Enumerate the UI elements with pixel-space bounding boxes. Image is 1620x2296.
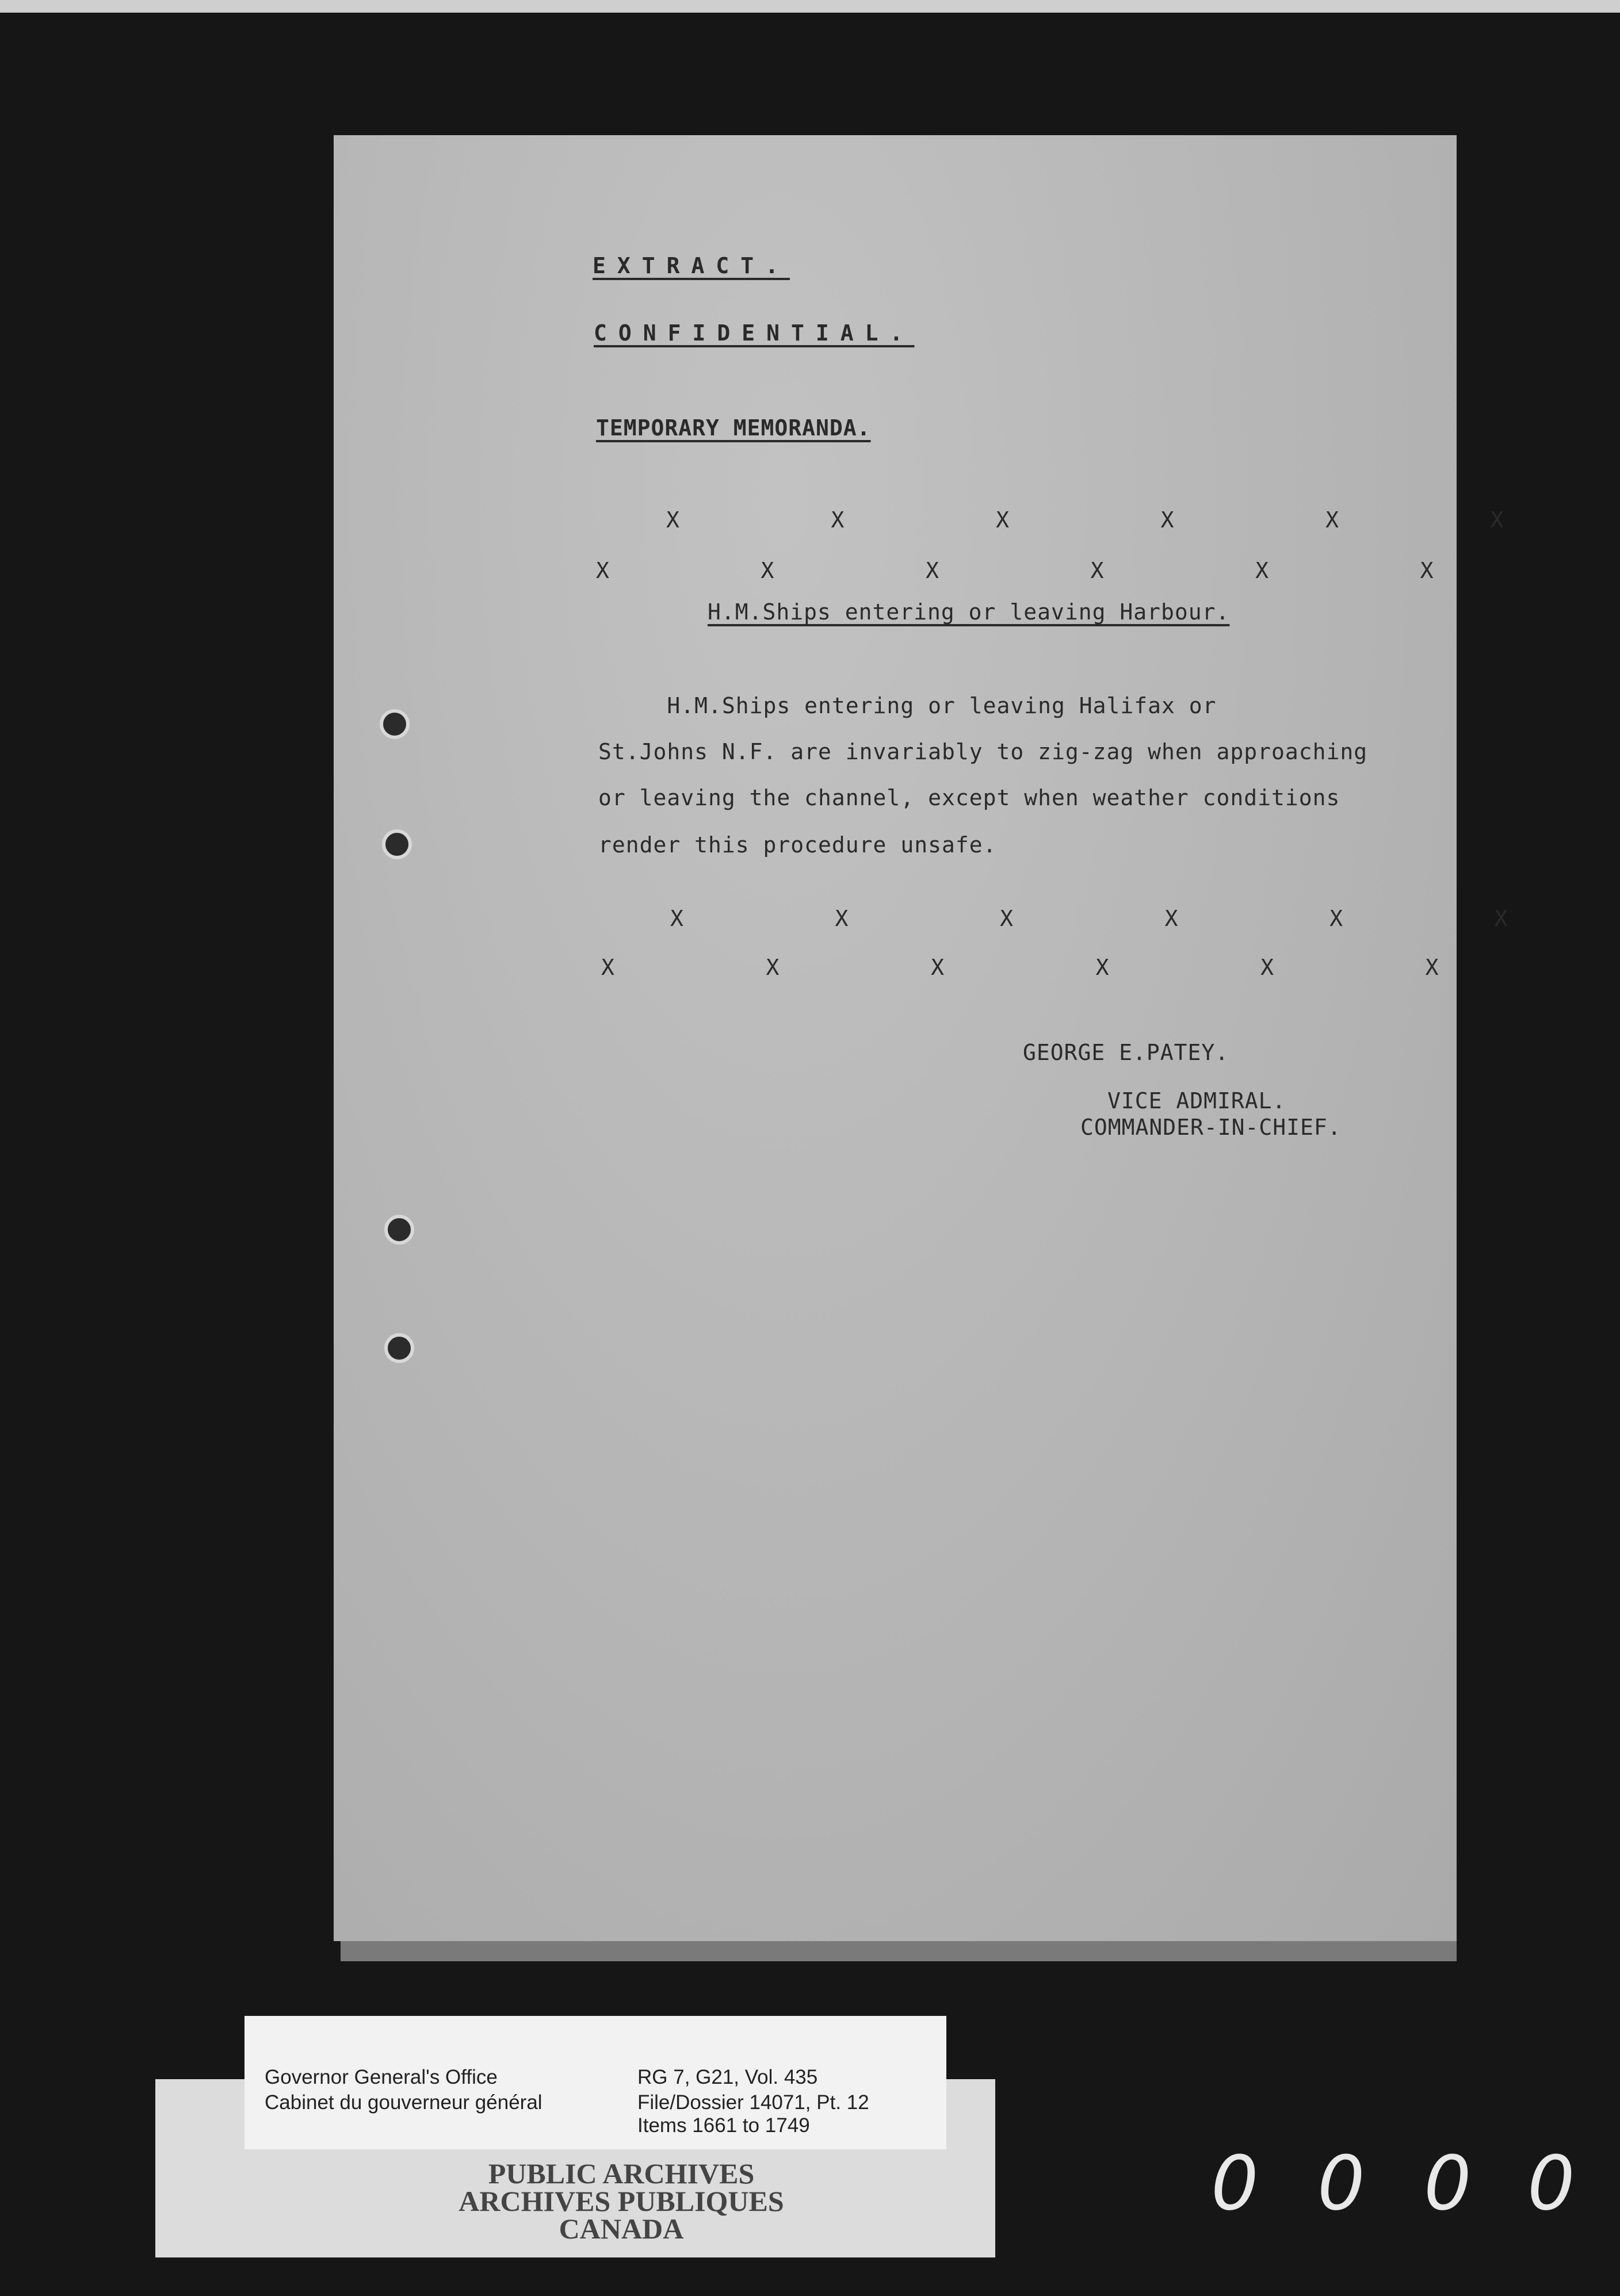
frame-counter-digit: 0: [1211, 2140, 1259, 2227]
separator-row: X X X X X X: [670, 906, 1508, 931]
body-line: or leaving the channel, except when weather conditions: [598, 785, 1340, 810]
punch-hole: [384, 1333, 414, 1363]
frame-counter-digit: 0: [1317, 2140, 1365, 2227]
heading-memoranda: TEMPORARY MEMORANDA.: [596, 415, 871, 441]
punch-hole: [384, 1215, 414, 1245]
stamp-line: ARCHIVES PUBLIQUES: [459, 2185, 784, 2217]
document-page: [334, 135, 1457, 1941]
film-edge: [0, 0, 1620, 13]
items-range: Items 1661 to 1749: [637, 2114, 810, 2137]
file-dossier: File/Dossier 14071, Pt. 12: [637, 2091, 869, 2114]
stamp-line: CANADA: [559, 2213, 684, 2245]
memo-subject: H.M.Ships entering or leaving Harbour.: [708, 599, 1230, 625]
frame-counter-digit: 0: [1424, 2140, 1472, 2227]
stamp-line: PUBLIC ARCHIVES: [488, 2157, 755, 2190]
record-group-reference: RG 7, G21, Vol. 435: [637, 2066, 818, 2088]
heading-extract: EXTRACT.: [593, 253, 790, 278]
body-line: render this procedure unsafe.: [598, 832, 997, 858]
heading-confidential: CONFIDENTIAL.: [594, 320, 915, 346]
archives-stamp: [403, 2157, 840, 2245]
separator-row: X X X X X X: [596, 558, 1434, 583]
body-line: St.Johns N.F. are invariably to zig-zag when approaching: [598, 739, 1368, 764]
signature-rank: VICE ADMIRAL.: [1107, 1088, 1286, 1113]
separator-row: X X X X X X: [666, 507, 1504, 533]
office-en: Governor General's Office: [265, 2066, 498, 2088]
signature-name: GEORGE E.PATEY.: [1023, 1040, 1229, 1065]
body-line: H.M.Ships entering or leaving Halifax or: [598, 693, 1217, 718]
frame-counter-digit: 0: [1527, 2140, 1575, 2227]
punch-hole: [382, 829, 412, 859]
punch-hole: [380, 709, 410, 739]
office-fr: Cabinet du gouverneur général: [265, 2091, 542, 2114]
separator-row: X X X X X X: [601, 955, 1439, 980]
signature-title: COMMANDER-IN-CHIEF.: [1080, 1115, 1342, 1140]
